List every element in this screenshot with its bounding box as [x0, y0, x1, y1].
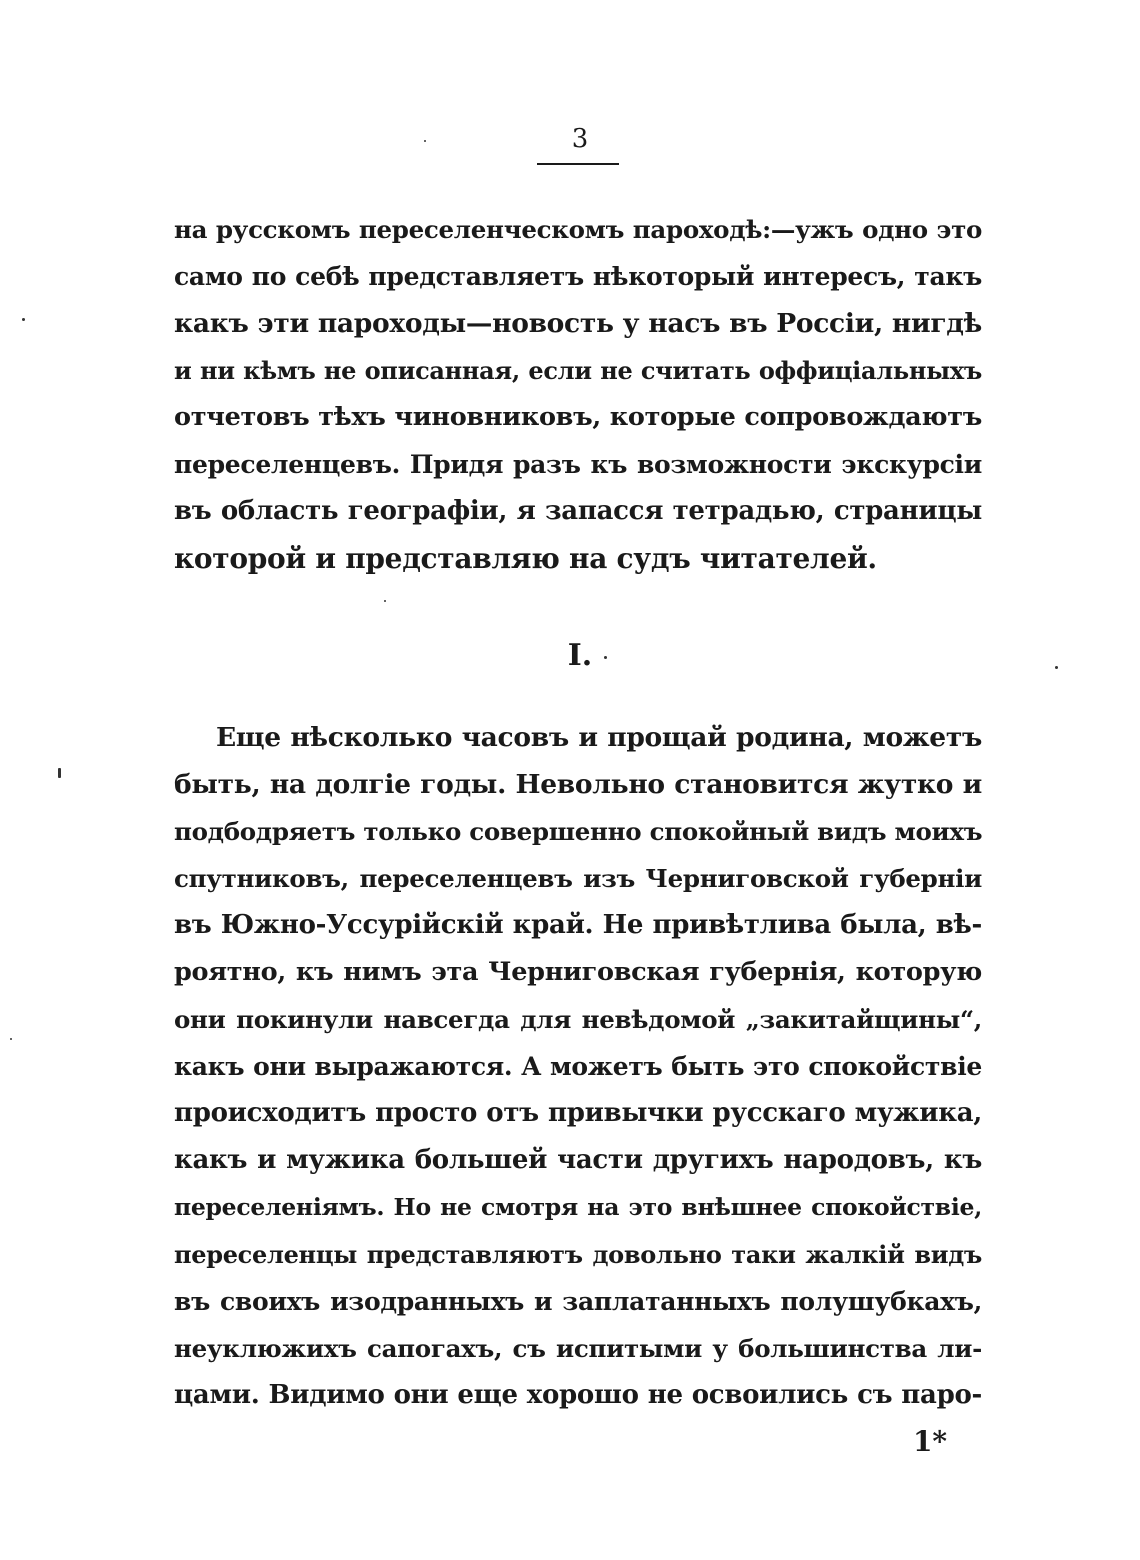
- text-line: какъ и мужика большей части другихъ народовъ, къ: [174, 1145, 982, 1175]
- text-line: они покинули навсегда для невѣдомой „закитайщины“,: [174, 1005, 982, 1034]
- scan-speck: [58, 768, 61, 778]
- scan-speck: [10, 1038, 12, 1040]
- chapter-heading: I.: [567, 638, 593, 673]
- text-line: въ область географіи, я запасся тетрадью, страницы: [174, 496, 982, 526]
- page-number: 3: [571, 124, 589, 154]
- scan-speck: [604, 656, 607, 659]
- text-line: на русскомъ переселенческомъ пароходѣ:—ужъ одно это: [174, 215, 982, 244]
- scan-speck: [22, 318, 25, 321]
- text-line: Еще нѣсколько часовъ и прощай родина, можетъ: [216, 722, 982, 753]
- text-line: переселенцы представляютъ довольно таки жалкій видъ: [174, 1240, 982, 1269]
- text-line: неуклюжихъ сапогахъ, съ испитыми у большинства ли-: [174, 1334, 982, 1363]
- text-line: переселенцевъ. Придя разъ къ возможности экскурсіи: [174, 450, 982, 479]
- scan-speck: [424, 140, 426, 142]
- text-line: переселеніямъ. Но не смотря на это внѣшнее спокойствіе,: [174, 1193, 982, 1221]
- text-line: въ Южно-Уссурійскій край. Не привѣтлива была, вѣ-: [174, 910, 982, 940]
- paragraph-chapter-one: [174, 714, 982, 1419]
- page-number-rule: [537, 163, 619, 165]
- text-line: подбодряетъ только совершенно спокойный видъ моихъ: [174, 817, 983, 846]
- scan-speck: [1055, 666, 1058, 669]
- text-line: въ своихъ изодранныхъ и заплатанныхъ полушубкахъ,: [174, 1287, 982, 1316]
- scan-speck: [384, 600, 386, 602]
- text-line: происходитъ просто отъ привычки русскаго мужика,: [174, 1098, 982, 1128]
- paragraph-intro: [174, 206, 982, 582]
- text-line: быть, на долгіе годы. Невольно становится жутко и: [174, 769, 982, 800]
- text-line: которой и представляю на судъ читателей.: [174, 542, 877, 575]
- text-line: спутниковъ, переселенцевъ изъ Черниговской губерніи: [174, 864, 982, 893]
- text-line: какъ эти пароходы—новость у насъ въ Россіи, нигдѣ: [174, 308, 982, 339]
- signature-mark: 1*: [912, 1425, 948, 1458]
- text-line: какъ они выражаются. А можетъ быть это спокойствіе: [174, 1052, 982, 1081]
- text-line: и ни кѣмъ не описанная, если не считать оффиціальныхъ: [174, 356, 982, 385]
- text-line: роятно, къ нимъ эта Черниговская губернія, которую: [174, 957, 982, 987]
- text-line: само по себѣ представляетъ нѣкоторый интересъ, такъ: [174, 262, 982, 291]
- text-line: цами. Видимо они еще хорошо не освоились съ паро-: [174, 1380, 982, 1410]
- text-line: отчетовъ тѣхъ чиновниковъ, которые сопровождаютъ: [174, 402, 982, 432]
